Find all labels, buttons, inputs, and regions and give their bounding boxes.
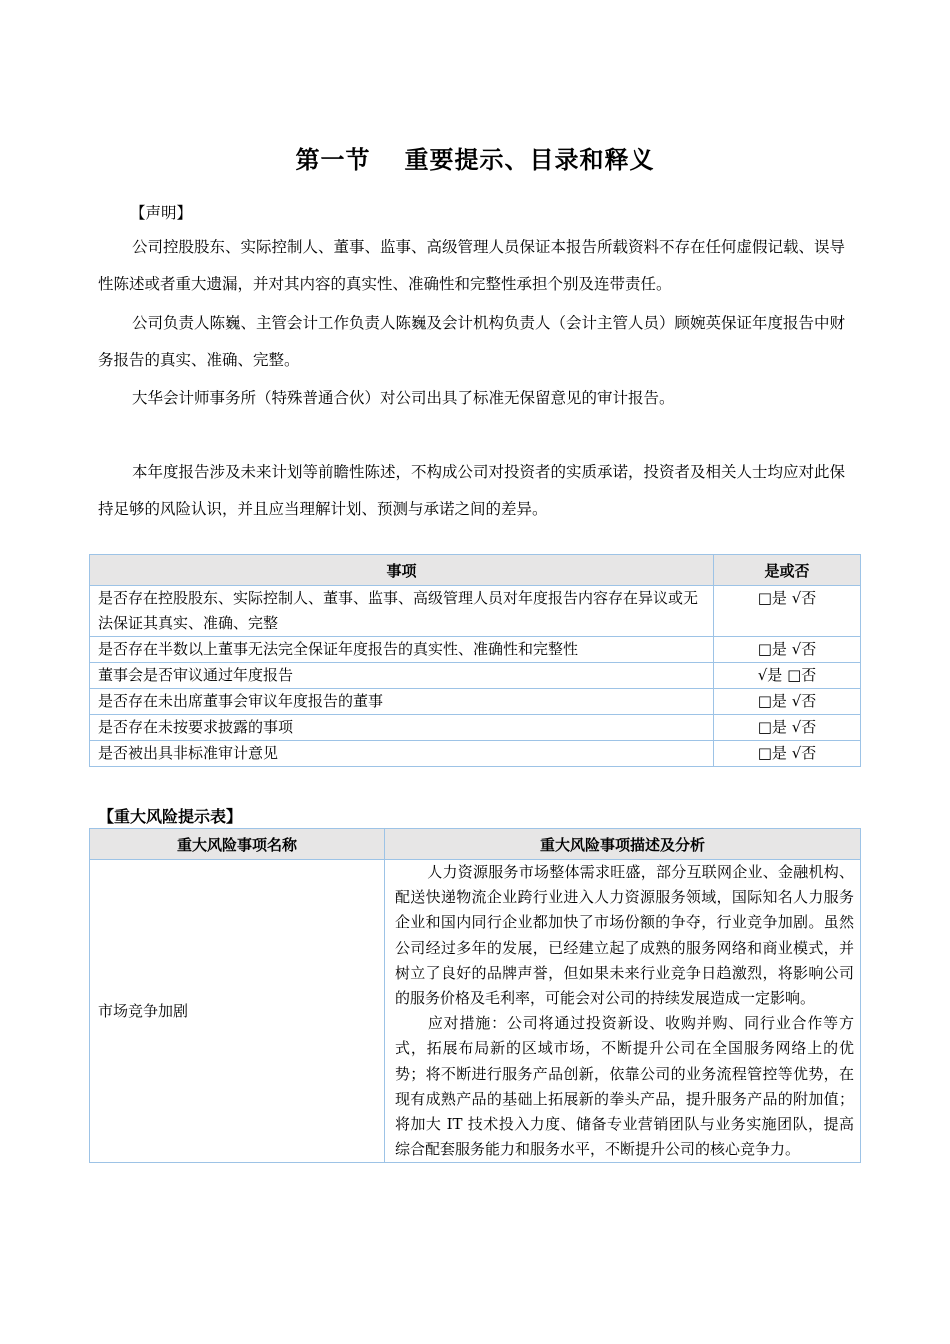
risk-table-heading: 【重大风险提示表】 xyxy=(98,807,243,826)
row-item: 是否存在未按要求披露的事项 xyxy=(90,715,714,741)
row-item: 是否被出具非标准审计意见 xyxy=(90,741,714,767)
page-title xyxy=(0,140,950,175)
table-header-yes-no: 是或否 xyxy=(714,555,861,586)
risk-table xyxy=(89,828,861,1163)
row-answer: □是 √否 xyxy=(714,637,861,663)
risk-name: 市场竞争加剧 xyxy=(90,860,385,1163)
table-row xyxy=(90,663,861,689)
table-row xyxy=(90,715,861,741)
title-section-number: 第一节 xyxy=(295,146,371,174)
statement-label: 【声明】 xyxy=(130,204,193,222)
row-item: 是否存在控股股东、实际控制人、董事、监事、高级管理人员对年度报告内容存在异议或无法保证其真实、准确、完整 xyxy=(90,586,714,637)
risk-header-desc: 重大风险事项描述及分析 xyxy=(385,829,861,860)
table-header-item: 事项 xyxy=(90,555,714,586)
paragraph-4: 本年度报告涉及未来计划等前瞻性陈述，不构成公司对投资者的实质承诺，投资者及相关人士均应对此保持足够的风险认识，并且应当理解计划、预测与承诺之间的差异。 xyxy=(98,463,846,518)
table-row xyxy=(90,741,861,767)
title-section-name: 重要提示、目录和释义 xyxy=(404,146,655,174)
row-answer: □是 √否 xyxy=(714,741,861,767)
risk-description xyxy=(385,860,861,1163)
paragraph-3: 大华会计师事务所（特殊普通合伙）对公司出具了标准无保留意见的审计报告。 xyxy=(132,389,675,407)
paragraph-2: 公司负责人陈巍、主管会计工作负责人陈巍及会计机构负责人（会计主管人员）顾婉英保证年度报告中财务报告的真实、准确、完整。 xyxy=(98,314,846,369)
row-item: 董事会是否审议通过年度报告 xyxy=(90,663,714,689)
declaration-table xyxy=(89,554,861,767)
risk-measures-paragraph: 应对措施：公司将通过投资新设、收购并购、同行业合作等方式，拓展布局新的区域市场，不断提升公司在全国服务网络上的优势；将不断进行服务产品创新，依靠公司的业务流程管控等优势，在现有成熟产品的基础上拓展新的拳头产品，提升服务产品的附加值；将加大 IT 技术投入力度、储备专业营销团队与业务实施团队，提高综合配套服务能力和服务水平，不断提升公司的核心竞争力。 xyxy=(395,1014,854,1159)
risk-header-name: 重大风险事项名称 xyxy=(90,829,385,860)
row-answer: □是 √否 xyxy=(714,689,861,715)
table-row xyxy=(90,586,861,637)
table-row xyxy=(90,637,861,663)
row-answer: □是 √否 xyxy=(714,715,861,741)
table-row xyxy=(90,860,861,1163)
risk-desc-paragraph: 人力资源服务市场整体需求旺盛，部分互联网企业、金融机构、配送快递物流企业跨行业进入人力资源服务领域，国际知名人力服务企业和国内同行企业都加快了市场份额的争夺，行业竞争加剧。虽然公司经过多年的发展，已经建立起了成熟的服务网络和商业模式，并树立了良好的品牌声誉，但如果未来行业竞争日趋激烈，将影响公司的服务价格及毛利率，可能会对公司的持续发展造成一定影响。 xyxy=(395,863,854,1008)
row-answer: □是 √否 xyxy=(714,586,861,637)
row-item: 是否存在半数以上董事无法完全保证年度报告的真实性、准确性和完整性 xyxy=(90,637,714,663)
table-row xyxy=(90,689,861,715)
row-item: 是否存在未出席董事会审议年度报告的董事 xyxy=(90,689,714,715)
row-answer: √是 □否 xyxy=(714,663,861,689)
paragraph-1: 公司控股股东、实际控制人、董事、监事、高级管理人员保证本报告所载资料不存在任何虚假记载、误导性陈述或者重大遗漏，并对其内容的真实性、准确性和完整性承担个别及连带责任。 xyxy=(98,238,846,293)
